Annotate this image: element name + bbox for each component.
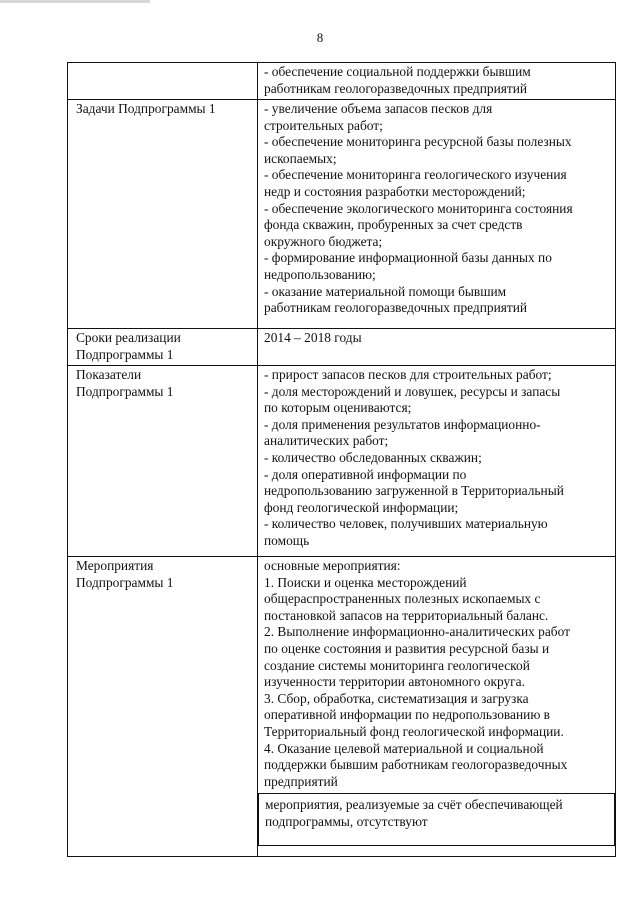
content-line: - обеспечение мониторинга ресурсной базы полезных bbox=[264, 134, 572, 150]
table-row bbox=[68, 100, 616, 329]
content-line: - доля оперативной информации по bbox=[264, 466, 467, 482]
content-line: - доля применения результатов информационно- bbox=[264, 416, 541, 432]
content-line: по оценке состояния и развития ресурсной базы и bbox=[264, 640, 550, 656]
content-line: по которым оцениваются; bbox=[264, 400, 412, 416]
content-line: - увеличение объема запасов песков для bbox=[264, 101, 493, 116]
table-row bbox=[68, 329, 616, 366]
content-line: - доля месторождений и ловушек, ресурсы и запасы bbox=[264, 383, 561, 399]
row-label: Подпрограммы 1 bbox=[76, 574, 174, 590]
content-line: работникам геологоразведочных предприятий bbox=[264, 300, 528, 316]
row-label: Мероприятия bbox=[76, 558, 154, 573]
content-line: Территориальный фонд геологической информации. bbox=[264, 723, 564, 739]
content-line: подпрограммы, отсутствуют bbox=[265, 813, 428, 829]
row-label: Показатели bbox=[76, 367, 142, 382]
content-line: постановкой запасов на территориальный баланс. bbox=[264, 607, 549, 623]
row-label-cell bbox=[68, 557, 258, 857]
content-line: основные мероприятия: bbox=[264, 558, 401, 573]
table-row bbox=[68, 557, 616, 857]
content-line: - обеспечение социальной поддержки бывшим bbox=[264, 64, 531, 79]
content-line: мероприятия, реализуемые за счёт обеспечивающей bbox=[265, 797, 563, 813]
content-line: общераспространенных полезных ископаемых с bbox=[264, 591, 541, 607]
row-content-cell bbox=[258, 366, 616, 557]
content-line: окружного бюджета; bbox=[264, 233, 383, 249]
content-line: - обеспечение мониторинга геологического изучения bbox=[264, 167, 567, 183]
content-line: создание системы мониторинга геологической bbox=[264, 657, 530, 673]
row-label: Сроки реализации bbox=[76, 330, 181, 345]
content-line: аналитических работ; bbox=[264, 433, 389, 449]
content-line: строительных работ; bbox=[264, 117, 383, 133]
content-line: - количество человек, получивших материальную bbox=[264, 516, 548, 532]
content-line: недропользованию загруженной в Территориальный bbox=[264, 483, 564, 499]
row-label: Подпрограммы 1 bbox=[76, 346, 174, 362]
sub-cell bbox=[258, 793, 615, 846]
content-line: работникам геологоразведочных предприятий bbox=[264, 80, 528, 96]
content-line: фонд геологической информации; bbox=[264, 499, 459, 515]
content-line: 1. Поиски и оценка месторождений bbox=[264, 574, 467, 590]
content-line: помощь bbox=[264, 532, 310, 548]
content-line: фонда скважин, пробуренных за счет средств bbox=[264, 217, 523, 233]
row-content-cell bbox=[258, 329, 616, 366]
content-line: предприятий bbox=[264, 773, 338, 789]
content-line: ископаемых; bbox=[264, 150, 337, 166]
content-line: изученности территории автономного округа. bbox=[264, 674, 525, 690]
content-line: недр и состояния разработки месторождений; bbox=[264, 183, 526, 199]
content-line: 2014 – 2018 годы bbox=[264, 330, 362, 345]
scan-mark bbox=[0, 0, 150, 3]
page-number: 8 bbox=[316, 30, 324, 45]
table-row bbox=[68, 366, 616, 557]
content-line: 3. Сбор, обработка, систематизация и загрузка bbox=[264, 690, 529, 706]
content-line: недропользованию; bbox=[264, 266, 376, 282]
content-line: 4. Оказание целевой материальной и социальной bbox=[264, 740, 544, 756]
row-label-cell bbox=[68, 100, 258, 329]
content-line: - оказание материальной помощи бывшим bbox=[264, 283, 507, 299]
row-label: Задачи Подпрограммы 1 bbox=[76, 101, 216, 116]
row-content-cell bbox=[258, 100, 616, 329]
row-content-cell bbox=[258, 63, 616, 100]
content-line: - прирост запасов песков для строительных работ; bbox=[264, 367, 552, 382]
program-table bbox=[67, 62, 616, 857]
row-label: Подпрограммы 1 bbox=[76, 383, 174, 399]
table-row bbox=[68, 63, 616, 100]
row-label-cell bbox=[68, 366, 258, 557]
row-content-cell bbox=[258, 557, 616, 857]
content-line: 2. Выполнение информационно-аналитических работ bbox=[264, 624, 570, 640]
row-label-cell bbox=[68, 63, 258, 100]
content-line: оперативной информации по недропользованию в bbox=[264, 707, 551, 723]
content-line: поддержки бывшим работникам геологоразведочных bbox=[264, 757, 568, 773]
content-line: - обеспечение экологического мониторинга состояния bbox=[264, 200, 573, 216]
row-label-cell bbox=[68, 329, 258, 366]
content-line: - формирование информационной базы данных по bbox=[264, 250, 552, 266]
content-line: - количество обследованных скважин; bbox=[264, 449, 482, 465]
